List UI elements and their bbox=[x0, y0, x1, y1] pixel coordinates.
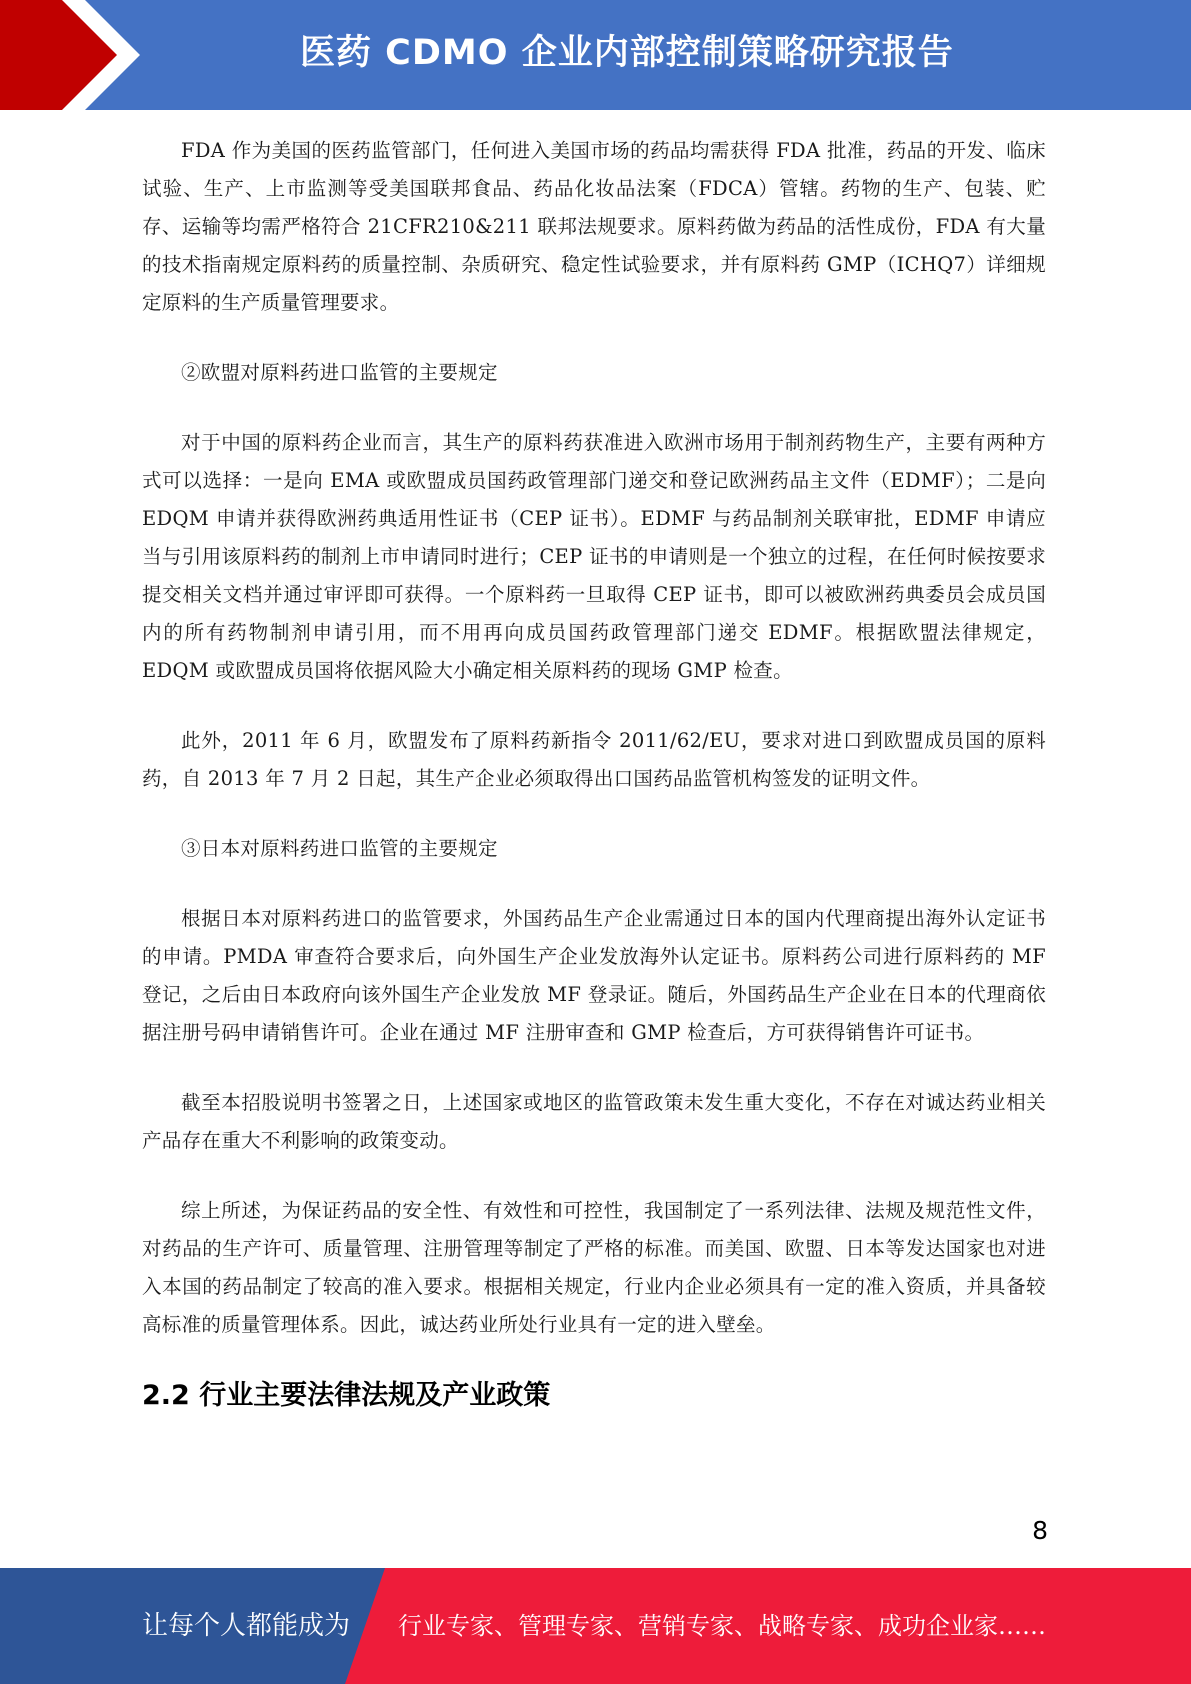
page-number: 8 bbox=[1032, 1516, 1048, 1545]
paragraph-fda: FDA 作为美国的医药监管部门，任何进入美国市场的药品均需获得 FDA 批准，药品的开发、临床试验、生产、上市监测等受美国联邦食品、药品化妆品法案（FDCA）管辖。药物的生产、包装、贮存、运输等均需严格符合 21CFR210&211 联邦法规要求。原料药做为药品的活性成份，FDA 有大量的技术指南规定原料药的质量控制、杂质研究、稳定性试验要求，并有原料药 GMP（ICHQ7）详细规定原料的生产质量管理要求。 bbox=[142, 139, 1046, 314]
subheading-eu: ②欧盟对原料药进口监管的主要规定 bbox=[181, 361, 498, 384]
paragraph-japan: 根据日本对原料药进口的监管要求，外国药品生产企业需通过日本的国内代理商提出海外认定证书的申请。PMDA 审查符合要求后，向外国生产企业发放海外认定证书。原料药公司进行原料药的 MF 登记，之后由日本政府向该外国生产企业发放 MF 登录证。随后，外国药品生产企业在日本的代理商依据注册号码申请销售许可。企业在通过 MF 注册审查和 GMP 检查后，方可获得销售许可证书。 bbox=[142, 907, 1046, 1044]
document-body bbox=[142, 132, 1046, 1416]
footer-slogan-left: 让每个人都能成为 bbox=[142, 1611, 351, 1641]
paragraph-summary: 综上所述，为保证药品的安全性、有效性和可控性，我国制定了一系列法律、法规及规范性文件，对药品的生产许可、质量管理、注册管理等制定了严格的标准。而美国、欧盟、日本等发达国家也对进入本国的药品制定了较高的准入要求。根据相关规定，行业内企业必须具有一定的准入资质，并具备较高标准的质量管理体系。因此，诚达药业所处行业具有一定的进入壁垒。 bbox=[142, 1199, 1046, 1336]
paragraph-policy-status: 截至本招股说明书签署之日，上述国家或地区的监管政策未发生重大变化，不存在对诚达药业相关产品存在重大不利影响的政策变动。 bbox=[142, 1091, 1046, 1152]
footer-slogan-right: 行业专家、管理专家、营销专家、战略专家、成功企业家…… bbox=[398, 1612, 1046, 1640]
paragraph-eu: 对于中国的原料药企业而言，其生产的原料药获准进入欧洲市场用于制剂药物生产，主要有两种方式可以选择：一是向 EMA 或欧盟成员国药政管理部门递交和登记欧洲药品主文件（EDMF）；二是向 EDQM 申请并获得欧洲药典适用性证书（CEP 证书）。EDMF 与药品制剂关联审批，EDMF 申请应当与引用该原料药的制剂上市申请同时进行；CEP 证书的申请则是一个独立的过程，在任何时候按要求提交相关文档并通过审评即可获得。一个原料药一旦取得 CEP 证书，即可以被欧洲药典委员会成员国内的所有药物制剂申请引用，而不用再向成员国药政管理部门递交 EDMF。根据欧盟法律规定，EDQM 或欧盟成员国将依据风险大小确定相关原料药的现场 GMP 检查。 bbox=[142, 431, 1046, 682]
red-arrow-icon bbox=[0, 0, 160, 110]
footer-banner bbox=[0, 1568, 1191, 1684]
paragraph-eu-directive: 此外，2011 年 6 月，欧盟发布了原料药新指令 2011/62/EU，要求对进口到欧盟成员国的原料药，自 2013 年 7 月 2 日起，其生产企业必须取得出口国药品监管机构签发的证明文件。 bbox=[142, 729, 1046, 790]
report-title: 医药 CDMO 企业内部控制策略研究报告 bbox=[300, 33, 954, 73]
header-banner bbox=[0, 0, 1191, 110]
subheading-japan: ③日本对原料药进口监管的主要规定 bbox=[181, 837, 498, 860]
section-heading: 2.2 行业主要法律法规及产业政策 bbox=[142, 1380, 551, 1411]
